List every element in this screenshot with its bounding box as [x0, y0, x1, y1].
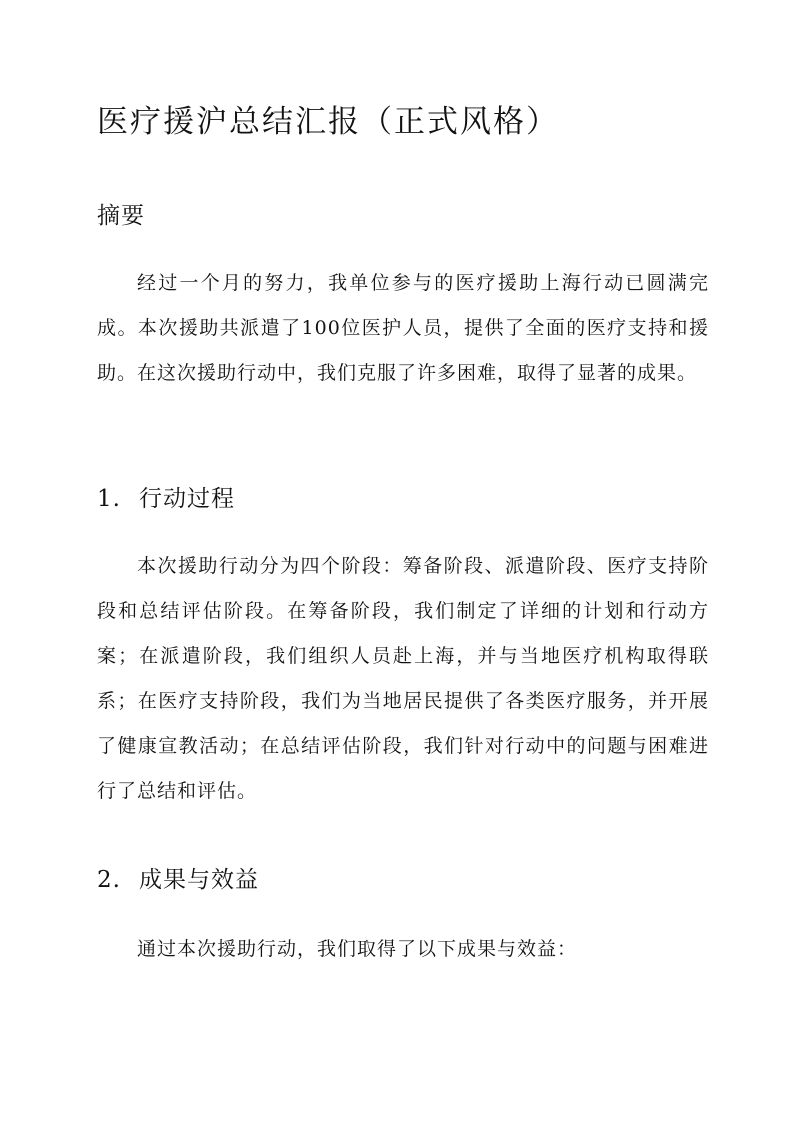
abstract-paragraph: 经过一个月的努力，我单位参与的医疗援助上海行动已圆满完成。本次援助共派遣了100位医护人员，提供了全面的医疗支持和援助。在这次援助行动中，我们克服了许多困难，取得了显著的成果。	[97, 272, 709, 384]
section-1-heading	[97, 480, 235, 513]
document-title: 医疗援沪总结汇报（正式风格）	[97, 104, 559, 140]
abstract-heading: 摘要	[97, 203, 145, 229]
section-1-number: 1.	[97, 486, 121, 512]
section-1-paragraph: 本次援助行动分为四个阶段：筹备阶段、派遣阶段、医疗支持阶段和总结评估阶段。在筹备阶段，我们制定了详细的计划和行动方案；在派遣阶段，我们组织人员赴上海，并与当地医疗机构取得联系；在医疗支持阶段，我们为当地居民提供了各类医疗服务，并开展了健康宣教活动；在总结评估阶段，我们针对行动中的问题与困难进行了总结和评估。	[97, 555, 709, 802]
section-2-title: 成果与效益	[139, 867, 259, 893]
section-2-number: 2.	[97, 867, 121, 893]
section-1-title: 行动过程	[139, 486, 235, 512]
section-2-paragraph: 通过本次援助行动，我们取得了以下成果与效益：	[137, 938, 578, 960]
section-2-heading	[97, 861, 259, 894]
